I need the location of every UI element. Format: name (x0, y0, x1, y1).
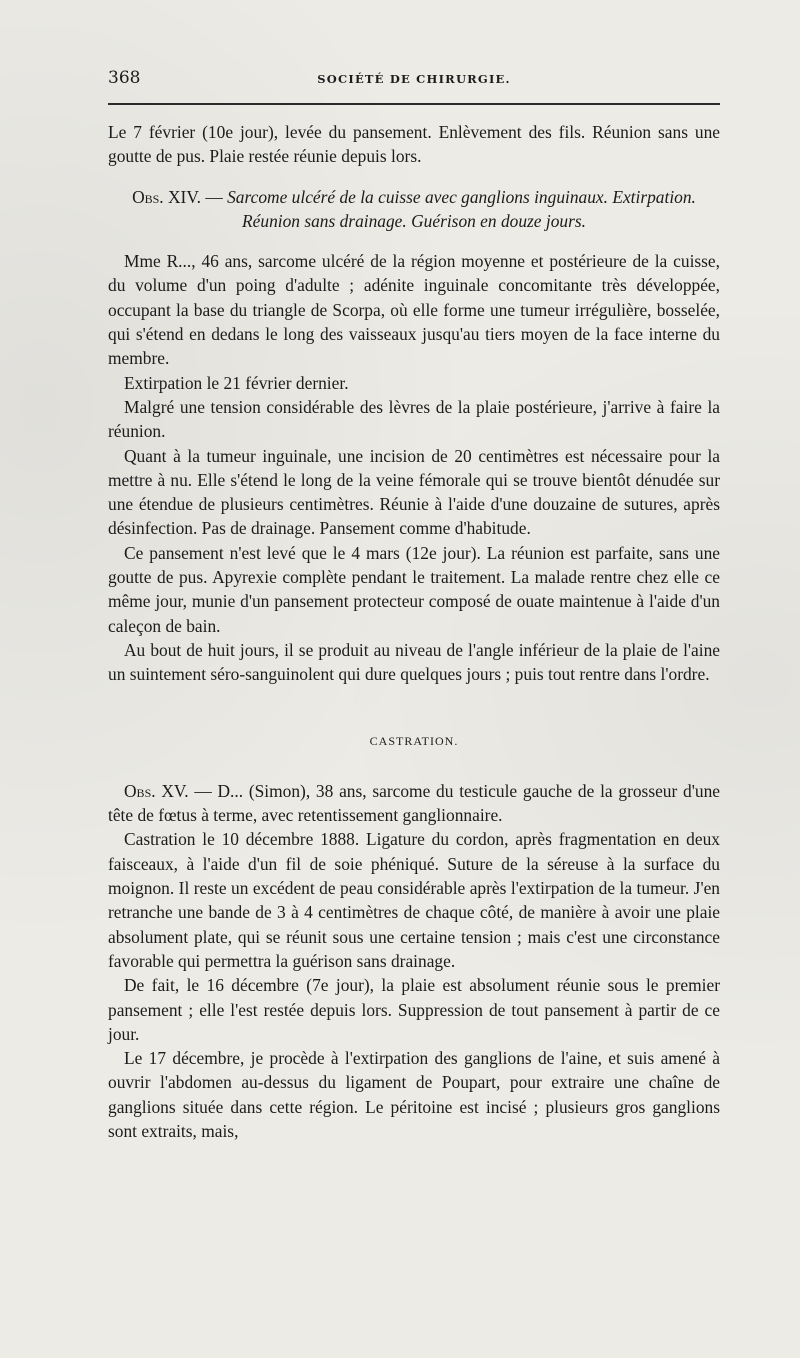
observation-label: Obs. XV. (124, 780, 189, 801)
paragraph: Le 7 février (10e jour), levée du pansement. Enlèvement des fils. Réunion sans une goutte de pus. Plaie restée réunie depuis lors. (108, 122, 720, 167)
paragraph: Ce pansement n'est levé que le 4 mars (12e jour). La réunion est parfaite, sans une goutte de pus. Apyrexie complète pendant le traitement. La malade rentre chez elle ce même jour, munie d'un pansement protecteur composé de ouate maintenue à l'aide d'un caleçon de bain. (108, 542, 720, 636)
observation-heading-xiv (108, 185, 720, 234)
observation-xv (108, 779, 720, 828)
body-text (108, 120, 720, 1143)
paragraph: Extirpation le 21 février dernier. (124, 372, 349, 393)
observation-title: Sarcome ulcéré de la cuisse avec ganglions inguinaux. Extirpation. Réunion sans drainage. Guérison en douze jours. (227, 186, 696, 231)
observation-text: — D... (Simon), 38 ans, sarcome du testicule gauche de la grosseur d'une tête de fœtus à terme, avec retentissement ganglionnaire. (108, 780, 720, 826)
running-title: SOCIÉTÉ DE CHIRURGIE. (317, 72, 511, 86)
header-rule (108, 103, 720, 105)
paragraph: Castration le 10 décembre 1888. Ligature du cordon, après fragmentation en deux faisceaux, à l'aide d'un fil de soie phéniqué. Suture de la séreuse à la surface du moignon. Il reste un excédent de peau considérable après l'extirpation de la tumeur. J'en retranche une bande de 3 à 4 centimètres de chaque côté, de manière à avoir une plaie absolument plate, qui se réunit sous une certaine tension ; mais c'est une circonstance favorable qui permettra la guérison sans drainage. (108, 829, 720, 971)
page-header (108, 68, 720, 98)
paragraph: Mme R..., 46 ans, sarcome ulcéré de la région moyenne et postérieure de la cuisse, du volume d'un poing d'adulte ; adénite inguinale concomitante très développée, occupant la base du triangle de Scorpa, où elle forme une tumeur irrégulière, bosselée, qui s'étend en dedans le long des vaisseaux jusqu'au tiers moyen de la face interne du membre. (108, 251, 720, 369)
paragraph: Malgré une tension considérable des lèvres de la plaie postérieure, j'arrive à faire la réunion. (108, 396, 720, 442)
observation-label: Obs. XIV. (132, 186, 202, 207)
paragraph: De fait, le 16 décembre (7e jour), la plaie est absolument réunie sous le premier pansement ; elle l'est restée depuis lors. Suppression de tout pansement à partir de ce jour. (108, 975, 720, 1044)
paragraph: Le 17 décembre, je procède à l'extirpation des ganglions de l'aine, et suis amené à ouvrir l'abdomen au-dessus du ligament de Poupart, pour extraire une chaîne de ganglions située dans cette région. Le péritoine est incisé ; plusieurs gros ganglions sont extraits, mais, (108, 1048, 720, 1141)
page-number: 368 (108, 68, 141, 88)
paragraph: Quant à la tumeur inguinale, une incision de 20 centimètres est nécessaire pour la mettre à nu. Elle s'étend le long de la veine fémorale qui se trouve bientôt dénudée sur une étendue de plusieurs centimètres. Réunie à l'aide d'une douzaine de sutures, après désinfection. Pas de drainage. Pansement comme d'habitude. (108, 445, 720, 539)
observation-dash: — (201, 186, 228, 207)
paragraph: Au bout de huit jours, il se produit au niveau de l'angle inférieur de la plaie de l'aine un suintement séro-sanguinolent qui dure quelques jours ; puis tout rentre dans l'ordre. (108, 639, 720, 685)
section-title: CASTRATION. (369, 733, 459, 748)
